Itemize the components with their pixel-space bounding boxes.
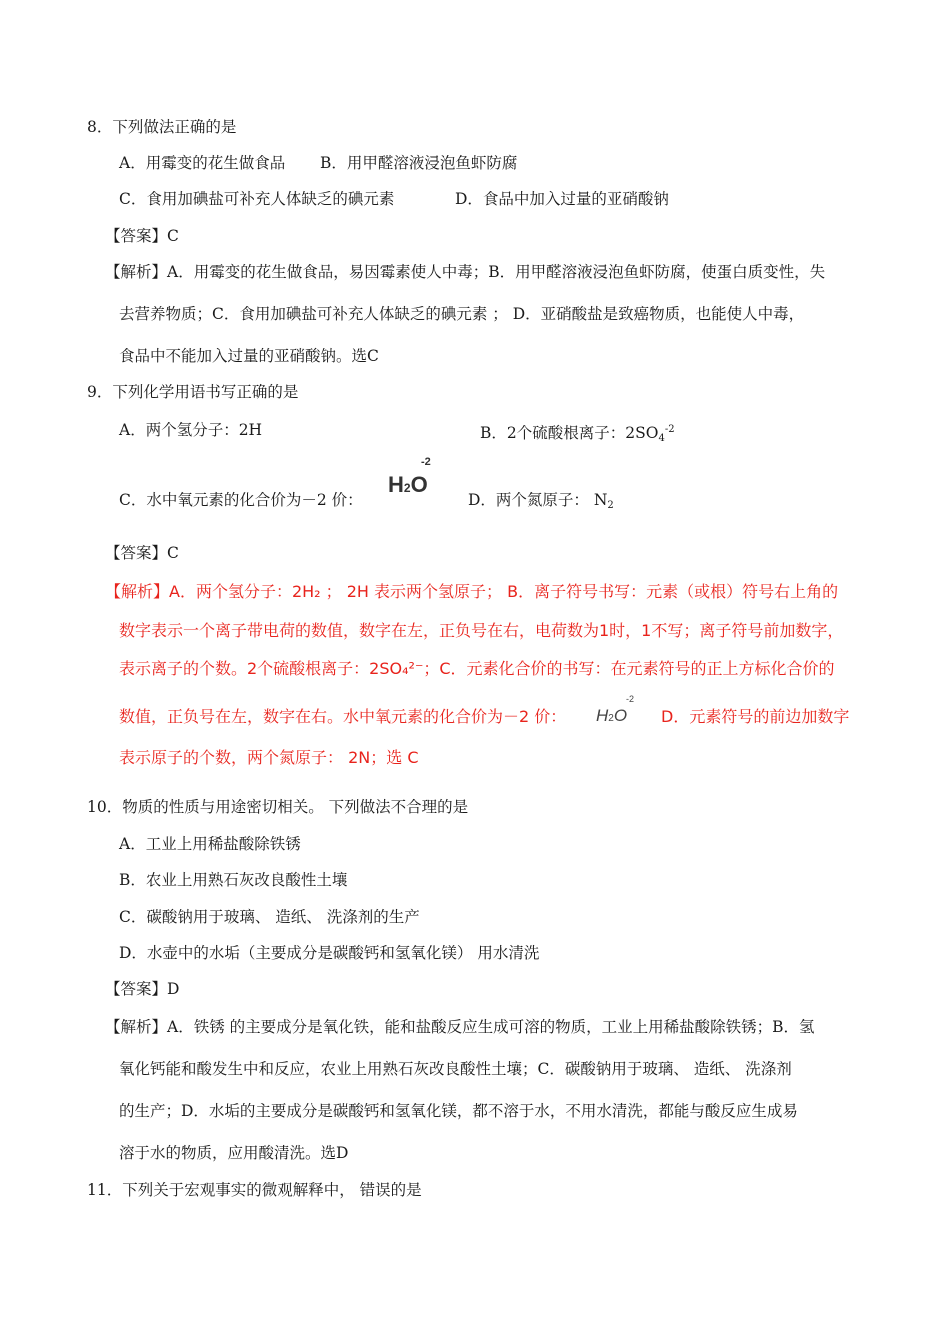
question-10-analysis-line-2: 氧化钙能和酸发生中和反应，农业上用熟石灰改良酸性土壤；C．碳酸钠用于玻璃、 造纸、 洗涤剂 [119,1060,792,1078]
question-9-analysis-line-4: 数值，正负号在左，数字在右。水中氧元素的化合价为－2 价： [119,707,567,726]
question-10-option-c: C．碳酸钠用于玻璃、 造纸、 洗涤剂的生产 [119,908,420,926]
option-b-superscript: -2 [664,424,675,435]
h2o-valence-formula-analysis [596,696,646,732]
question-9-analysis-line-5: 表示原子的个数，两个氮原子： 2N；选 C [119,748,419,767]
question-8-option-b: B．用甲醛溶液浸泡鱼虾防腐 [320,154,518,172]
h2o-valence-formula [388,456,448,506]
question-9-option-d [468,490,614,516]
question-10-option-a: A．工业上用稀盐酸除铁锈 [119,835,301,853]
question-8-analysis-line-1: 【解析】A．用霉变的花生做食品，易因霉素使人中毒；B．用甲醛溶液浸泡鱼虾防腐，使蛋白质变性，失 [105,263,826,281]
question-9-option-a: A．两个氢分子：2H [119,421,263,439]
question-11-stem: 11．下列关于宏观事实的微观解释中， 错误的是 [87,1181,422,1199]
question-8-option-c: C．食用加碘盐可补充人体缺乏的碘元素 [119,190,395,208]
question-10-option-d: D．水壶中的水垢（主要成分是碳酸钙和氢氧化镁） 用水清洗 [119,944,540,962]
question-9-analysis-line-2: 数字表示一个离子带电荷的数值，数字在左，正负号在右，电荷数为1时，1不写；离子符号前加数字， [119,621,844,640]
question-9-stem: 9．下列化学用语书写正确的是 [87,383,299,401]
question-8-analysis-line-2: 去营养物质；C．食用加碘盐可补充人体缺乏的碘元素 ； D．亚硝酸盐是致癌物质，也能使人中毒， [119,305,805,323]
question-10-analysis-line-1: 【解析】A．铁锈 的主要成分是氧化铁，能和盐酸反应生成可溶的物质，工业上用稀盐酸除铁锈；B．氢 [105,1018,815,1036]
question-9-analysis-line-3: 表示离子的个数。2个硫酸根离子：2SO₄²⁻；C．元素化合价的书写：在元素符号的正上方标化合价的 [119,659,835,678]
question-10-stem: 10．物质的性质与用途密切相关。 下列做法不合理的是 [87,798,469,816]
question-10-analysis-line-4: 溶于水的物质，应用酸清洗。选D [119,1144,349,1162]
analysis-formula-h: H [596,706,609,725]
question-9-analysis-line-4b: D．元素符号的前边加数字 [661,707,850,726]
option-d-subscript: 2 [607,500,614,511]
question-9-option-c: C．水中氧元素的化合价为－2 价： [119,491,363,509]
formula-valence: -2 [421,456,431,468]
question-9-option-b [480,420,675,449]
analysis-formula-o: O [613,706,628,725]
formula-h: H [388,472,404,497]
option-d-text: D．两个氮原子： N [468,491,608,509]
option-b-text: B．2个硫酸根离子：2SO [480,424,659,442]
question-8-analysis-line-3: 食品中不能加入过量的亚硝酸钠。选C [119,347,379,365]
question-9-answer: 【答案】C [105,544,179,562]
formula-o: O [410,472,428,497]
formula-sub: 2 [403,481,411,495]
analysis-formula-valence: -2 [626,694,635,704]
question-8-option-d: D．食品中加入过量的亚硝酸钠 [455,190,669,208]
question-10-option-b: B．农业上用熟石灰改良酸性土壤 [119,871,348,889]
question-8-stem: 8．下列做法正确的是 [87,118,237,136]
question-8-option-a: A．用霉变的花生做食品 [119,154,286,172]
question-8-answer: 【答案】C [105,227,179,245]
question-10-answer: 【答案】D [105,980,180,998]
question-9-analysis-line-1: 【解析】A．两个氢分子：2H₂ ； 2H 表示两个氢原子； B．离子符号书写：元素（或根）符号右上角的 [105,582,839,601]
analysis-formula-sub: 2 [608,713,614,724]
option-b-subscript: 4 [658,433,665,444]
question-10-analysis-line-3: 的生产；D．水垢的主要成分是碳酸钙和氢氧化镁，都不溶于水，不用水清洗，都能与酸反应生成易 [119,1102,798,1120]
